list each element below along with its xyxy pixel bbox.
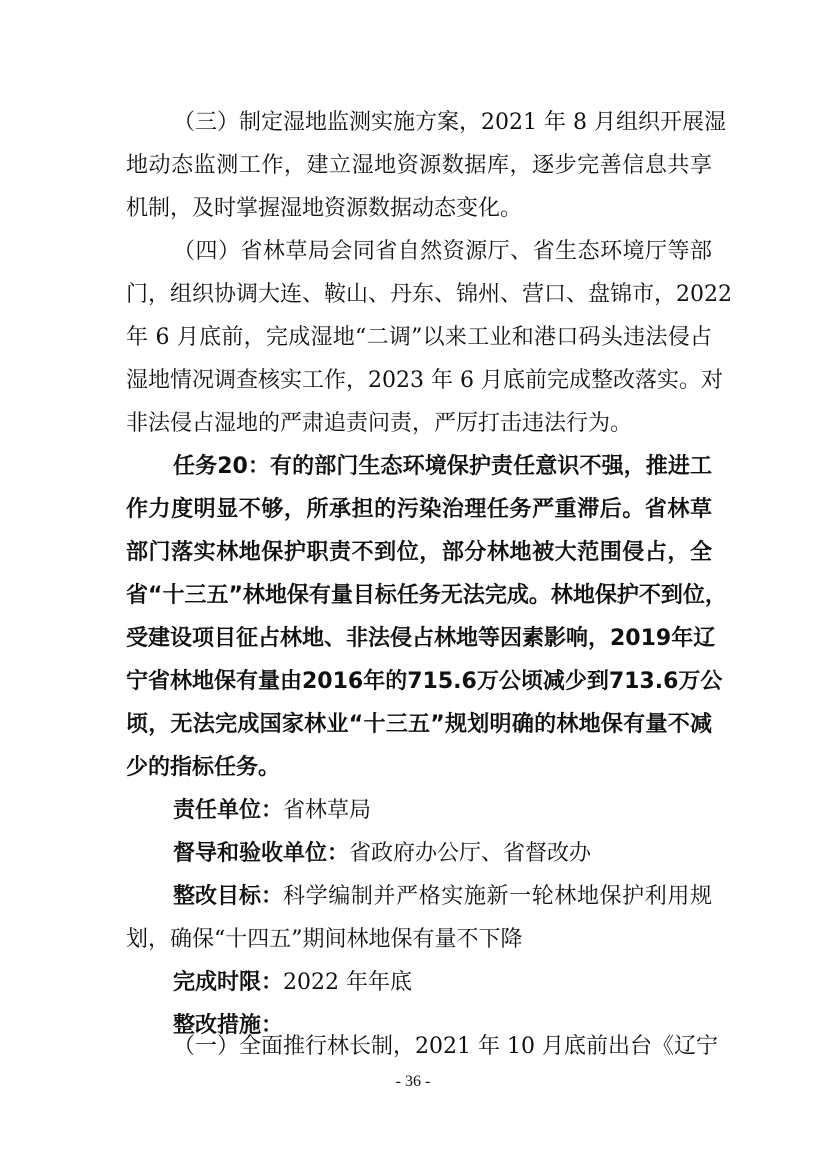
responsible-unit-value: 省林草局 [283, 798, 372, 823]
paragraph-4-line-3: 年 6 月底前，完成湿地“二调”以来工业和港口码头违法侵占 [126, 325, 712, 350]
goal-label: 整改目标： [173, 884, 284, 909]
deadline-value: 2022 年年底 [283, 970, 412, 995]
measure-1-line-1: （一）全面推行林长制，2021 年 10 月底前出台《辽宁 [173, 1034, 718, 1059]
deadline-label: 完成时限： [173, 970, 284, 995]
supervisor-label: 督导和验收单位： [173, 841, 350, 866]
paragraph-4-line-2: 门，组织协调大连、鞍山、丹东、锦州、营口、盘锦市，2022 [126, 282, 732, 307]
deadline-row [0, 964, 826, 1002]
goal-row-2: 划，确保“十四五”期间林地保有量不下降 [126, 927, 523, 952]
goal-row [0, 878, 826, 916]
responsible-unit-row [0, 792, 826, 830]
task-20-line-1: 任务20：有的部门生态环境保护责任意识不强，推进工 [173, 454, 712, 479]
paragraph-3-line-2: 地动态监测工作，建立湿地资源数据库，逐步完善信息共享 [126, 153, 712, 178]
task-20-line-3: 部门落实林地保护职责不到位，部分林地被大范围侵占，全 [126, 540, 712, 565]
responsible-unit-label: 责任单位： [173, 798, 284, 823]
paragraph-3-line-3: 机制，及时掌握湿地资源数据动态变化。 [126, 196, 523, 221]
task-20-line-8: 少的指标任务。 [126, 755, 281, 780]
task-20-line-4: 省“十三五”林地保有量目标任务无法完成。林地保护不到位， [126, 583, 727, 608]
supervisor-value: 省政府办公厅、省督改办 [349, 841, 592, 866]
page-number: - 36 - [395, 1073, 431, 1090]
task-20-line-6: 宁省林地保有量由2016年的715.6万公顷减少到713.6万公 [126, 669, 723, 694]
task-20-line-7: 顷，无法完成国家林业“十三五”规划明确的林地保有量不减 [126, 712, 712, 737]
task-20-line-2: 作力度明显不够，所承担的污染治理任务严重滞后。省林草 [126, 497, 712, 522]
supervisor-row [0, 835, 826, 873]
measures-label: 整改措施： [173, 1013, 284, 1038]
task-20-line-5: 受建设项目征占林地、非法侵占林地等因素影响，2019年辽 [126, 626, 716, 651]
paragraph-4-line-4: 湿地情况调查核实工作，2023 年 6 月底前完成整改落实。对 [126, 368, 723, 393]
paragraph-3-line-1: （三）制定湿地监测实施方案，2021 年 8 月组织开展湿 [173, 110, 726, 135]
paragraph-4-line-5: 非法侵占湿地的严肃追责问责，严厉打击违法行为。 [126, 411, 633, 436]
paragraph-4-line-1: （四）省林草局会同省自然资源厅、省生态环境厅等部 [173, 239, 712, 264]
goal-value: 科学编制并严格实施新一轮林地保护利用规 [283, 884, 712, 909]
